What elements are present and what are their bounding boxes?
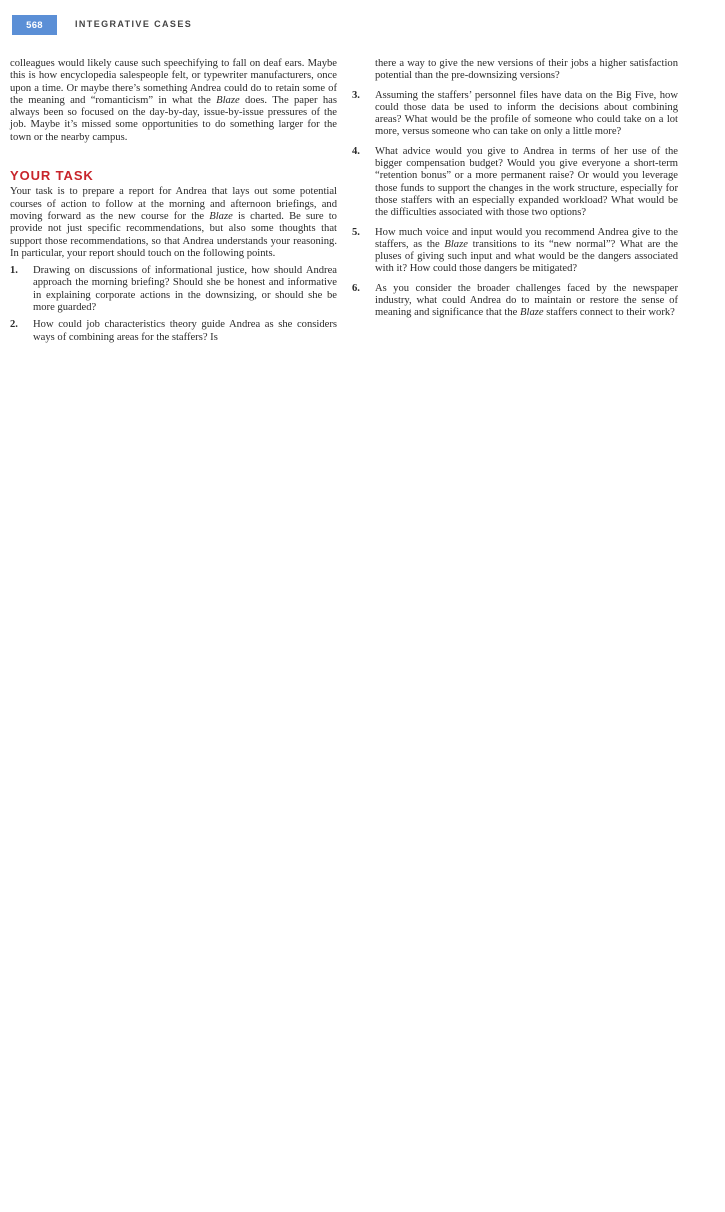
question-text: there a way to give the new versions of their jobs a higher satisfaction potential than the pre-downsizing versions? — [375, 58, 678, 82]
question-text: As you consider the broader challenges faced by the newspaper industry, what could Andrea do to maintain or restore the sense of meaning and significance that the Blaze staffers connect to their work? — [375, 282, 678, 319]
question-item-2 — [10, 319, 337, 344]
question-item-1 — [10, 265, 337, 314]
your-task-heading: YOUR TASK — [10, 168, 94, 184]
page-number-badge: 568 — [12, 15, 57, 35]
question-text: How much voice and input would you recommend Andrea give to the staffers, as the Blaze transitions to its “new normal”? What are the pluses of giving such input and what would be the dangers associated with it? How could those dangers be mitigated? — [375, 226, 678, 275]
question-text: How could job characteristics theory guide Andrea as she considers ways of combining areas for the staffers? Is — [33, 319, 337, 343]
question-item-6 — [352, 283, 678, 320]
question-number: 3. — [352, 89, 360, 101]
question-number: 1. — [10, 265, 18, 277]
question-list-right — [352, 58, 678, 320]
question-item-3 — [352, 90, 678, 139]
task-paragraph: Your task is to prepare a report for Andrea that lays out some potential courses of action to follow at the morning and afternoon briefings, and moving forward as the new course for the Blaze is charted. Be sure to provide not just specific recommendations, but also some thoughts that support those recommendations, so that Andrea understands your reasoning. In particular, your report should touch on the following points. — [10, 186, 337, 259]
question-item-2-continued — [352, 58, 678, 83]
running-head: INTEGRATIVE CASES — [75, 19, 193, 29]
question-text: What advice would you give to Andrea in terms of her use of the bigger compensation budget? Would you give everyone a short-term “retention bonus” or a more permanent raise? Or would you leverage those funds to support the changes in the work structure, especially for those staffers with an especially expanded workload? What would be the difficulties associated with those two options? — [375, 145, 678, 219]
question-number: 4. — [352, 145, 360, 157]
right-column — [352, 58, 678, 327]
question-text: Drawing on discussions of informational justice, how should Andrea approach the morning briefing? Should she be honest and informative in explaining corporate actions in the downsizing, or should she be more guarded? — [33, 265, 337, 314]
question-number: 2. — [10, 319, 18, 331]
question-text: Assuming the staffers’ personnel files have data on the Big Five, how could those data be used to inform the decisions about combining areas? What would be the profile of someone who could take on a lot more, versus someone who can take on only a little more? — [375, 89, 678, 138]
question-item-5 — [352, 227, 678, 276]
intro-paragraph: colleagues would likely cause such speechifying to fall on deaf ears. Maybe this is how encyclopedia salespeople felt, or typewriter manufacturers, once upon a time. Or maybe there’s something Andrea could do to retain some of the meaning and “romanticism” in what the Blaze does. The paper has always been so focused on the day-by-day, issue-by-issue pressures of the job. Maybe it’s missed some opportunities to do something larger for the town or the nearby campus. — [10, 58, 337, 143]
question-number: 5. — [352, 226, 360, 238]
question-number: 6. — [352, 282, 360, 294]
question-item-4 — [352, 146, 678, 220]
question-list-left — [10, 265, 337, 344]
left-column — [10, 58, 337, 349]
